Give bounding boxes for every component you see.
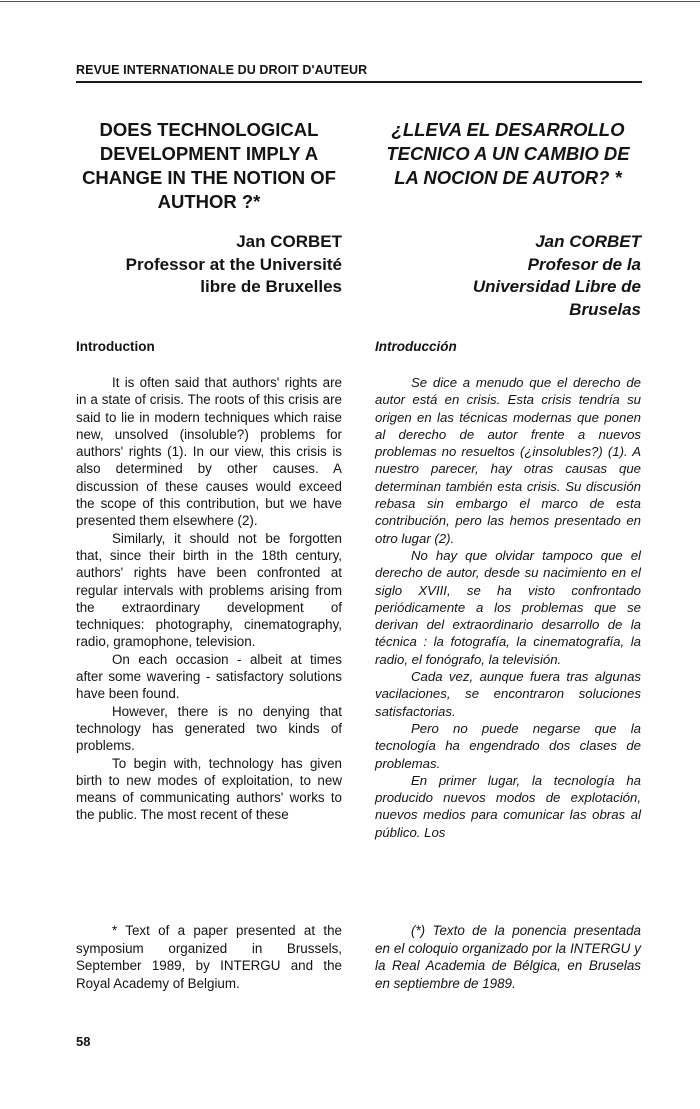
english-paragraph: However, there is no denying that technology has generated two kinds of problems.	[76, 703, 342, 754]
spanish-body	[375, 374, 641, 841]
english-paragraph: It is often said that authors' rights are in a state of crisis. The roots of this crisis are said to lie in modern techniques which raise new, unsolved (insoluble?) problems for authors' rights (1). In our view, this crisis is also determined by other causes. A discussion of these causes would exceed the scope of this contribution, but we have presented them elsewhere (2).	[76, 375, 342, 529]
english-footnote: * Text of a paper presented at the symposium organized in Brussels, September 1989, by INTERGU and the Royal Academy of Belgium.	[76, 923, 342, 991]
page-number: 58	[76, 1034, 91, 1049]
spanish-section-heading: Introducción	[375, 339, 457, 354]
spanish-paragraph: No hay que olvidar tampoco que el derecho de autor, desde su nacimiento en el siglo XVIII, se ha visto confrontado periódicamente a los problemas que se derivan del extraordinario desarrollo de la técnica : la fotografía, la cinematografía, la radio, el fonógrafo, la televisión.	[375, 547, 641, 667]
spanish-column	[375, 0, 641, 1109]
spanish-author-affiliation: Profesor de la Universidad Libre de Bruselas	[472, 254, 641, 319]
english-paragraph: To begin with, technology has given birth to new modes of exploitation, to new means of communicating authors' works to the public. The most recent of these	[76, 755, 342, 823]
english-title: DOES TECHNOLOGICAL DEVELOPMENT IMPLY A CHANGE IN THE NOTION OF AUTHOR ?*	[82, 119, 336, 212]
english-paragraph: On each occasion - albeit at times after some wavering - satisfactory solutions have been found.	[76, 651, 342, 702]
english-column	[76, 0, 342, 1109]
spanish-paragraph: Se dice a menudo que el derecho de autor está en crisis. Esta crisis tendría su origen en las técnicas modernas que ponen al derecho de autor frente a nuevos problemas no resueltos (¿insolubles?) (1). A nuestro parecer, hay otras causas que determinan también esta crisis. Su discusión rebasa sin embargo el marco de esta contribución, pero las hemos presentado en otro lugar (2).	[375, 375, 641, 546]
english-paragraph: Similarly, it should not be forgotten that, since their birth in the 18th century, authors' rights have been confronted at regular intervals with problems arising from the extraordinary development of techniques: photography, cinematography, radio, gramophone, television.	[76, 530, 342, 650]
spanish-footnote: (*) Texto de la ponencia presentada en el coloquio organizado por la INTERGU y la Real Academia de Bélgica, en Bruselas en septiembre de 1989.	[375, 923, 641, 991]
spanish-author	[375, 231, 641, 321]
spanish-author-name: Jan CORBET	[535, 232, 641, 251]
spanish-title: ¿LLEVA EL DESARROLLO TECNICO A UN CAMBIO DE LA NOCION DE AUTOR? *	[386, 119, 630, 188]
english-section-heading: Introduction	[76, 339, 155, 354]
spanish-paragraph: Pero no puede negarse que la tecnología ha engendrado dos clases de problemas.	[375, 720, 641, 771]
english-author	[76, 231, 342, 299]
english-body	[76, 374, 342, 824]
spanish-paragraph: Cada vez, aunque fuera tras algunas vacilaciones, se encontraron soluciones satisfactorias.	[375, 669, 641, 719]
spanish-paragraph: En primer lugar, la tecnología ha producido nuevos modos de explotación, nuevos medios para comunicar las obras al público. Los	[375, 772, 641, 840]
english-author-affiliation: Professor at the Université libre de Bruxelles	[125, 254, 342, 296]
running-head: REVUE INTERNATIONALE DU DROIT D'AUTEUR	[76, 63, 368, 77]
english-author-name: Jan CORBET	[236, 232, 342, 251]
